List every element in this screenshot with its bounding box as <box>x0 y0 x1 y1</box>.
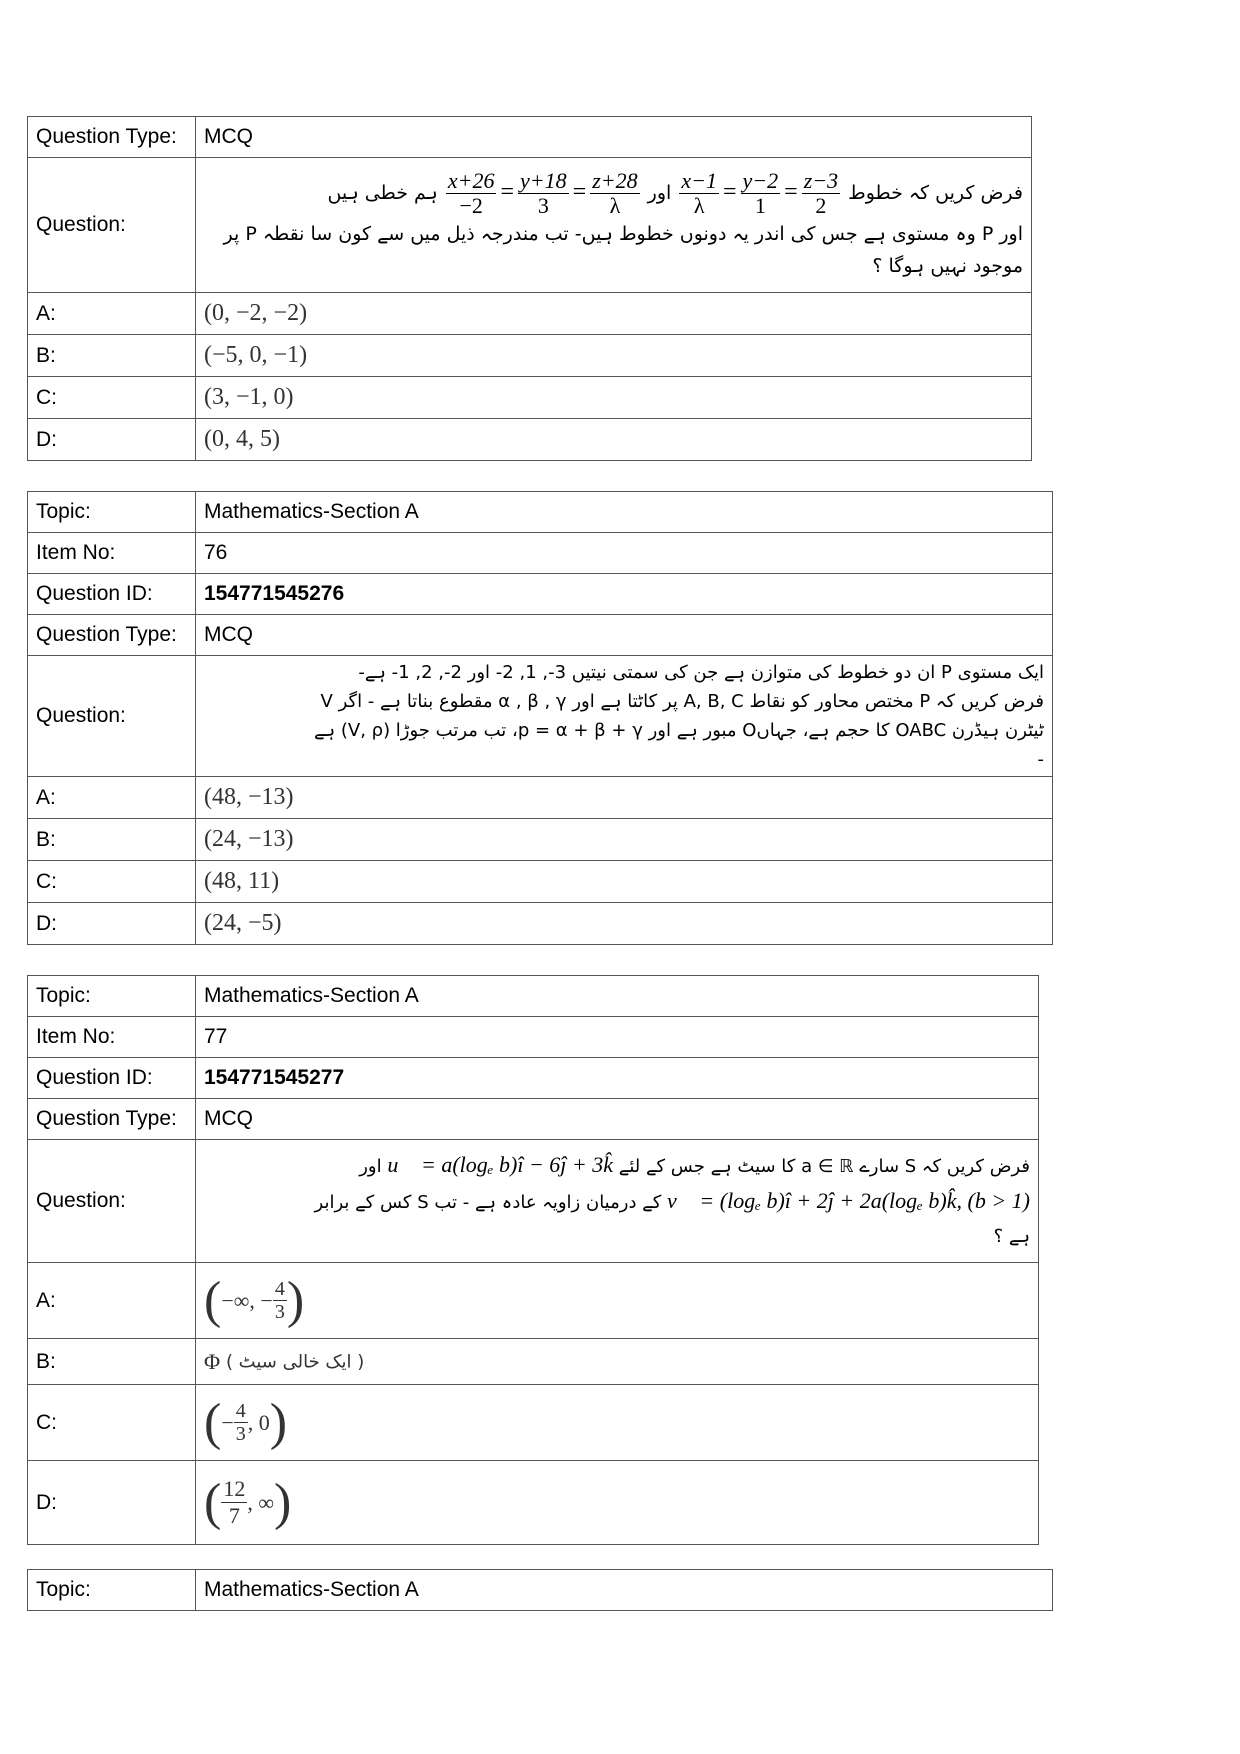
fraction-num: x−1 <box>681 167 717 193</box>
fraction <box>446 169 497 218</box>
row-option-a <box>28 1263 1039 1339</box>
fraction-den: λ <box>693 192 705 218</box>
question-type-label: Question Type: <box>28 615 196 656</box>
question-id-label: Question ID: <box>28 1058 196 1099</box>
question-table-78 <box>27 1569 1053 1611</box>
fraction <box>273 1278 287 1323</box>
row-item-no <box>28 1017 1039 1058</box>
fraction-den: −2 <box>459 192 483 218</box>
question-line-3: موجود نہیں ہوگا ؟ <box>872 254 1023 277</box>
empty-set-text: ( ایک خالی سیٹ ) <box>225 1351 365 1373</box>
row-question-id <box>28 574 1053 615</box>
right-paren-glyph: ) <box>286 1271 305 1329</box>
equals-sign: = <box>784 178 798 205</box>
item-no-value: 77 <box>196 1017 1039 1058</box>
equals-sign: = <box>722 178 737 205</box>
equals-sign: = <box>500 178 515 205</box>
row-option-c <box>28 1385 1039 1461</box>
fraction-den: 1 <box>754 192 766 218</box>
fraction-num: y+18 <box>520 167 567 193</box>
interval-text: , 0 <box>247 1409 270 1435</box>
row-option-d <box>28 1461 1039 1545</box>
row-option-b <box>28 819 1053 861</box>
topic-label: Topic: <box>28 1570 196 1611</box>
question-line-2 <box>204 1184 1030 1220</box>
question-label: Question: <box>28 158 196 293</box>
fraction-den: 7 <box>228 1503 240 1528</box>
fraction-num: 12 <box>223 1476 246 1501</box>
equals-sign: = <box>572 178 587 205</box>
item-no-label: Item No: <box>28 1017 196 1058</box>
fraction-num: 4 <box>235 1400 246 1422</box>
question-text-part: کے درمیان زاویہ عادہ ہے - تب S کس کے برابر <box>314 1192 662 1213</box>
right-paren-glyph: ) <box>269 1393 288 1451</box>
row-topic <box>28 976 1039 1017</box>
question-label: Question: <box>28 1140 196 1263</box>
question-text-part: اور <box>647 181 672 204</box>
option-b-label: B: <box>28 819 196 861</box>
option-d-value <box>196 1461 1039 1545</box>
row-option-c <box>28 861 1053 903</box>
row-question-id <box>28 1058 1039 1099</box>
question-id-value: 154771545276 <box>196 574 1053 615</box>
question-type-label: Question Type: <box>28 117 196 158</box>
fraction-den: 3 <box>235 1423 246 1445</box>
option-d-label: D: <box>28 419 196 461</box>
row-question-type <box>28 1099 1039 1140</box>
fraction <box>234 1400 248 1445</box>
fraction-den: λ <box>609 192 621 218</box>
row-topic <box>28 492 1053 533</box>
question-table-77 <box>27 975 1039 1545</box>
option-a-value: (48, −13) <box>196 777 1053 819</box>
row-item-no <box>28 533 1053 574</box>
question-label: Question: <box>28 656 196 777</box>
option-b-value: (−5, 0, −1) <box>196 335 1032 377</box>
question-text-part: ہم خطی ہیں <box>327 181 438 204</box>
question-type-value: MCQ <box>196 1099 1039 1140</box>
question-table-76 <box>27 491 1053 945</box>
topic-value: Mathematics-Section A <box>196 492 1053 533</box>
interval-text: −∞, − <box>221 1287 273 1313</box>
option-c-value <box>196 1385 1039 1461</box>
question-type-value: MCQ <box>196 117 1032 158</box>
question-text-part: فرض کریں کہ S سارے a ∈ ℝ کا سیٹ ہے جس کے لئے <box>618 1156 1030 1177</box>
fraction-den: 3 <box>274 1301 285 1323</box>
row-option-a <box>28 777 1053 819</box>
row-option-b <box>28 1339 1039 1385</box>
row-question <box>28 1140 1039 1263</box>
row-option-c <box>28 377 1032 419</box>
row-question-type <box>28 117 1032 158</box>
row-option-a <box>28 293 1032 335</box>
option-c-label: C: <box>28 861 196 903</box>
option-c-label: C: <box>28 1385 196 1461</box>
question-id-value: 154771545277 <box>196 1058 1039 1099</box>
question-text-part: فرض کریں کہ خطوط <box>848 181 1023 204</box>
question-table-75 <box>27 116 1032 461</box>
fraction <box>741 169 781 218</box>
interval-text: , ∞ <box>247 1489 275 1515</box>
vector-v-equation: v⃗ = (logₑ b)î + 2ĵ + 2a(logₑ b)k̂, (b > 1) <box>667 1188 1030 1213</box>
fraction <box>590 169 639 218</box>
fraction-num: x+26 <box>447 167 495 193</box>
row-question <box>28 656 1053 777</box>
row-option-d <box>28 903 1053 945</box>
option-b-label: B: <box>28 335 196 377</box>
option-d-label: D: <box>28 1461 196 1545</box>
fraction-num: 4 <box>274 1278 285 1300</box>
option-d-value: (24, −5) <box>196 903 1053 945</box>
option-b-value <box>196 1339 1039 1385</box>
topic-label: Topic: <box>28 492 196 533</box>
item-no-label: Item No: <box>28 533 196 574</box>
question-line-1 <box>204 1148 1030 1184</box>
question-type-value: MCQ <box>196 615 1053 656</box>
question-text <box>196 1140 1039 1263</box>
fraction <box>679 169 719 218</box>
topic-label: Topic: <box>28 976 196 1017</box>
fraction <box>802 169 840 218</box>
topic-value: Mathematics-Section A <box>196 976 1039 1017</box>
question-text-part: اور <box>359 1156 382 1177</box>
option-d-label: D: <box>28 903 196 945</box>
question-line-3: ہے ؟ <box>993 1226 1030 1247</box>
question-text <box>196 158 1032 293</box>
right-paren-glyph: ) <box>274 1473 292 1531</box>
option-a-label: A: <box>28 293 196 335</box>
fraction-num: z+28 <box>592 167 638 193</box>
option-b-value: (24, −13) <box>196 819 1053 861</box>
left-paren-glyph: ( <box>204 1271 222 1329</box>
minus-sign: − <box>221 1409 234 1435</box>
option-c-value: (48, 11) <box>196 861 1053 903</box>
question-line-3: ٹیٹرن ہیڈرن OABC کا حجم ہے، جہاںO مبور ہے اور p = α + β + γ، تب مرتب جوڑا (V, ρ) ہے <box>314 720 1044 741</box>
question-text <box>196 656 1053 777</box>
option-a-label: A: <box>28 1263 196 1339</box>
question-line-1 <box>204 169 1023 218</box>
left-paren-glyph: ( <box>204 1393 222 1451</box>
row-question <box>28 158 1032 293</box>
option-c-label: C: <box>28 377 196 419</box>
fraction <box>518 169 569 218</box>
option-a-label: A: <box>28 777 196 819</box>
option-a-value <box>196 1263 1039 1339</box>
fraction-den: 3 <box>537 192 549 218</box>
row-topic <box>28 1570 1053 1611</box>
question-line-2: اور P وہ مستوی ہے جس کی اندر یہ دونوں خطوط ہیں- تب مندرجہ ذیل میں سے کون سا نقطہ P پر <box>223 222 1023 245</box>
topic-value: Mathematics-Section A <box>196 1570 1053 1611</box>
left-paren-glyph: ( <box>204 1473 222 1531</box>
row-option-b <box>28 335 1032 377</box>
fraction-den: 2 <box>815 192 827 218</box>
question-id-label: Question ID: <box>28 574 196 615</box>
empty-set-symbol: Φ <box>204 1348 221 1374</box>
row-question-type <box>28 615 1053 656</box>
vector-u-equation: u⃗ = a(logₑ b)î − 6ĵ + 3k̂ <box>387 1152 614 1177</box>
fraction-num: y−2 <box>742 167 779 193</box>
option-d-value: (0, 4, 5) <box>196 419 1032 461</box>
question-type-label: Question Type: <box>28 1099 196 1140</box>
question-line-1: ایک مستوی P ان دو خطوط کی متوازن ہے جن کی سمتی نیتیں 3-, 1, 2- اور 2-, 2, 1- ہے- <box>358 662 1044 683</box>
option-a-value: (0, −2, −2) <box>196 293 1032 335</box>
question-line-4: - <box>1037 749 1044 770</box>
question-line-2: فرض کریں کہ P مختص محاور کو نقاط A, B, C پر کاٹتا ہے اور α , β , γ مقطوع بناتا ہے - اگر V <box>320 691 1044 712</box>
option-b-label: B: <box>28 1339 196 1385</box>
row-option-d <box>28 419 1032 461</box>
fraction-num: z−3 <box>803 167 839 193</box>
option-c-value: (3, −1, 0) <box>196 377 1032 419</box>
item-no-value: 76 <box>196 533 1053 574</box>
fraction <box>221 1476 247 1529</box>
